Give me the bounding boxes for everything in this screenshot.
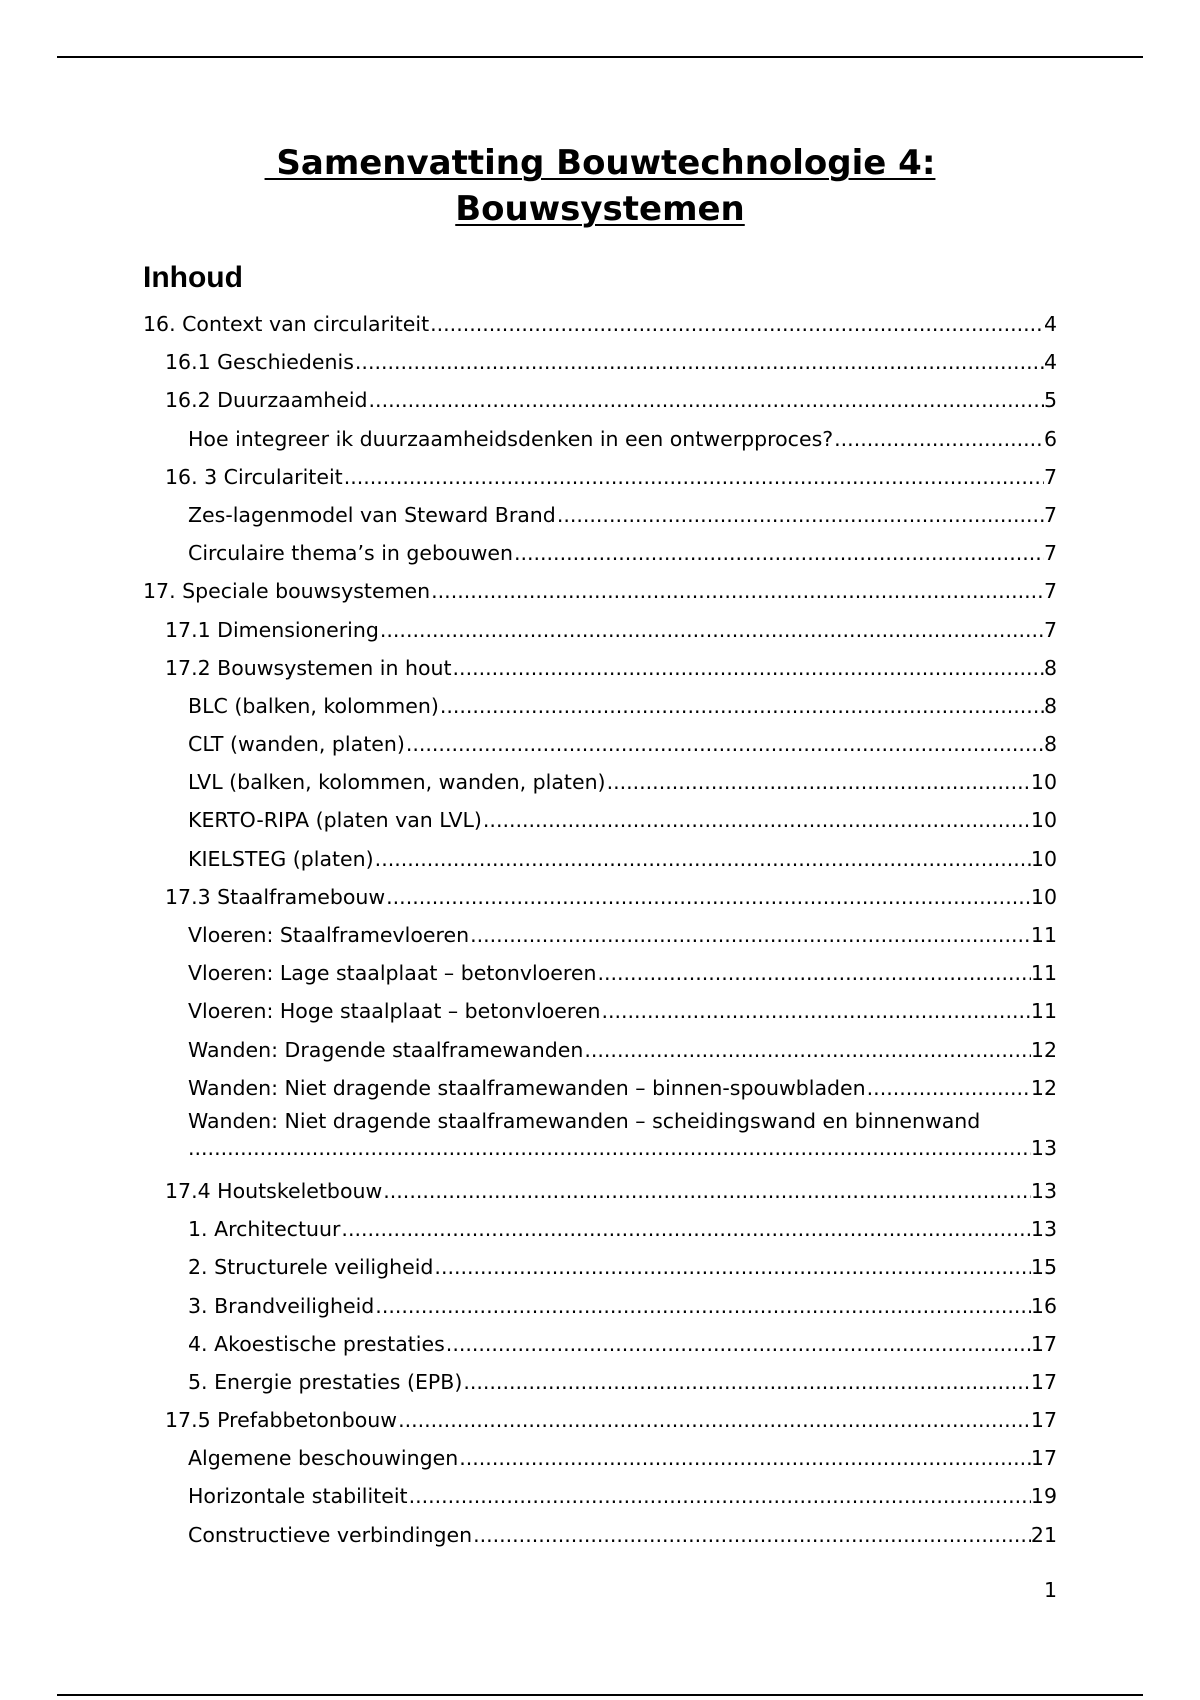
dot-leader	[369, 382, 1044, 418]
dot-leader	[867, 1070, 1031, 1106]
toc-entry-text: 17. Speciale bouwsystemen	[143, 579, 431, 604]
toc-entry-page: 10	[1030, 884, 1057, 909]
toc-entry-line	[188, 917, 1057, 953]
dot-leader	[434, 1249, 1030, 1285]
document-title-line-1: Samenvatting Bouwtechnologie 4:	[264, 143, 936, 183]
dot-leader	[459, 1440, 1031, 1476]
toc-entry[interactable]	[143, 612, 1057, 650]
toc-entry-text: 17.2 Bouwsystemen in hout	[165, 655, 452, 680]
toc-entry[interactable]	[143, 535, 1057, 573]
header-rule	[57, 56, 1143, 58]
toc-entry-page: 7	[1043, 617, 1057, 642]
toc-entry-line	[188, 688, 1057, 724]
toc-entry-line	[188, 993, 1057, 1029]
toc-heading: Inhoud	[143, 261, 243, 294]
toc-entry[interactable]	[143, 650, 1057, 688]
toc-entry-line	[188, 802, 1057, 838]
toc-entry-page: 13	[1030, 1217, 1057, 1242]
toc-entry-text: 16.1 Geschiedenis	[165, 350, 354, 375]
toc-entry-line	[165, 382, 1057, 418]
dot-leader	[188, 1135, 1031, 1162]
dot-leader	[470, 917, 1031, 953]
dot-leader	[446, 1326, 1031, 1362]
toc-entry-line	[143, 573, 1057, 609]
toc-entry-text: KIELSTEG (platen)	[188, 846, 374, 871]
toc-entry[interactable]	[143, 764, 1057, 802]
dot-leader	[601, 993, 1030, 1029]
toc-entry-text: Wanden: Niet dragende staalframewanden – scheidingswand en binnenwand	[188, 1108, 981, 1133]
toc-entry-page: 10	[1030, 770, 1057, 795]
dot-leader	[607, 764, 1031, 800]
document-title	[140, 140, 1060, 232]
toc-entry[interactable]	[143, 955, 1057, 993]
toc-entry-page: 21	[1030, 1522, 1057, 1547]
toc-entry-text: Zes-lagenmodel van Steward Brand	[188, 502, 556, 527]
toc-entry[interactable]	[143, 688, 1057, 726]
toc-entry[interactable]	[143, 1440, 1057, 1478]
footer-rule	[57, 1694, 1143, 1696]
toc-entry-text: Constructieve verbindingen	[188, 1522, 473, 1547]
toc-entry[interactable]	[143, 917, 1057, 955]
toc-entry-page: 13	[1030, 1178, 1057, 1203]
toc-entry-page: 8	[1043, 732, 1057, 757]
toc-entry[interactable]	[143, 1173, 1057, 1211]
toc-entry[interactable]	[143, 1402, 1057, 1440]
toc-entry-text: 17.4 Houtskeletbouw	[165, 1178, 383, 1203]
toc-entry-line	[188, 535, 1057, 571]
toc-entry-line	[188, 764, 1057, 800]
toc-entry-text: LVL (balken, kolommen, wanden, platen)	[188, 770, 606, 795]
toc-entry-line	[188, 1032, 1057, 1068]
toc-entry-line	[188, 1517, 1057, 1553]
toc-entry-page: 15	[1030, 1255, 1057, 1280]
toc-entry-text: CLT (wanden, platen)	[188, 732, 405, 757]
toc-entry-text: Vloeren: Staalframevloeren	[188, 923, 470, 947]
dot-leader	[557, 497, 1044, 533]
toc-entry-line	[188, 1440, 1057, 1476]
dot-leader	[430, 306, 1044, 342]
toc-entry-text: 2. Structurele veiligheid	[188, 1255, 434, 1280]
dot-leader	[375, 1288, 1031, 1324]
toc-entry-text: 4. Akoestische prestaties	[188, 1331, 445, 1356]
toc-entry-line	[165, 344, 1057, 380]
toc-entry-page: 11	[1030, 923, 1057, 947]
toc-entry-page: 17	[1030, 1369, 1057, 1394]
toc-entry-text: Vloeren: Lage staalplaat – betonvloeren	[188, 961, 597, 986]
toc-entry[interactable]	[143, 1070, 1057, 1108]
toc-entry-page: 10	[1030, 808, 1057, 833]
toc-entry[interactable]	[143, 1517, 1057, 1555]
dot-leader	[383, 1173, 1031, 1209]
toc-entry-line	[165, 879, 1057, 915]
toc-entry[interactable]	[143, 306, 1057, 344]
dot-leader	[375, 841, 1031, 877]
toc-entry-page: 7	[1043, 464, 1057, 489]
toc-entry-page: 8	[1043, 693, 1057, 718]
toc-entry-line	[188, 1135, 1057, 1162]
toc-entry-line	[188, 1070, 1057, 1106]
toc-entry-text: Algemene beschouwingen	[188, 1446, 459, 1471]
toc-entry-page: 4	[1043, 350, 1057, 375]
toc-entry-page: 12	[1030, 1075, 1057, 1100]
toc-entry-line	[188, 1326, 1057, 1362]
toc-entry-text: Wanden: Niet dragende staalframewanden – binnen-spouwbladen	[188, 1075, 866, 1100]
toc-entry-line	[165, 1173, 1057, 1209]
toc-entry-line	[188, 497, 1057, 533]
toc-entry-text: KERTO-RIPA (platen van LVL)	[188, 808, 482, 833]
toc-entry[interactable]	[143, 344, 1057, 382]
toc-entry-line	[165, 612, 1057, 648]
dot-leader	[463, 1364, 1031, 1400]
dot-leader	[409, 1478, 1031, 1514]
toc-entry-page: 16	[1030, 1293, 1057, 1318]
dot-leader	[380, 612, 1044, 648]
toc-entry-page: 11	[1030, 999, 1057, 1024]
toc-entry-page: 8	[1043, 655, 1057, 680]
toc-entry-line	[165, 459, 1057, 495]
toc-entry-line	[165, 1402, 1057, 1438]
toc-entry[interactable]	[143, 1478, 1057, 1516]
toc-entry[interactable]	[143, 497, 1057, 535]
toc-entry[interactable]	[143, 726, 1057, 764]
toc-entry-text: 17.1 Dimensionering	[165, 617, 379, 642]
toc-entry-line	[188, 1249, 1057, 1285]
toc-entry[interactable]	[143, 421, 1057, 459]
toc-entry-page: 17	[1030, 1408, 1057, 1433]
toc-entry-page: 12	[1030, 1037, 1057, 1062]
toc-entry-page: 13	[1030, 1135, 1057, 1160]
toc-entry[interactable]	[143, 459, 1057, 497]
toc-entry-line	[188, 421, 1057, 457]
toc-entry[interactable]	[143, 1364, 1057, 1402]
toc-entry-page: 4	[1043, 312, 1057, 336]
toc-entry-text: Horizontale stabiliteit	[188, 1484, 408, 1509]
dot-leader	[514, 535, 1044, 571]
toc-entry-text: 16. 3 Circulariteit	[165, 464, 343, 489]
toc-entry[interactable]	[143, 1249, 1057, 1287]
toc-entry-text: Wanden: Dragende staalframewanden	[188, 1037, 584, 1062]
dot-leader	[386, 879, 1031, 915]
dot-leader	[473, 1517, 1031, 1553]
toc-entry-text: 17.5 Prefabbetonbouw	[165, 1408, 398, 1433]
toc-entry-text: 5. Energie prestaties (EPB)	[188, 1369, 463, 1394]
toc-entry-page: 7	[1043, 579, 1057, 604]
dot-leader	[431, 573, 1044, 609]
toc-entry[interactable]	[143, 802, 1057, 840]
toc-entry-text: 16. Context van circulariteit	[143, 312, 430, 336]
dot-leader	[483, 802, 1031, 838]
document-title-line-2: Bouwsystemen	[455, 189, 745, 229]
toc-entry-line	[165, 650, 1057, 686]
dot-leader	[406, 726, 1044, 762]
dot-leader	[398, 1402, 1031, 1438]
dot-leader	[355, 344, 1044, 380]
toc-entry[interactable]	[143, 1108, 1057, 1173]
dot-leader	[453, 650, 1044, 686]
dot-leader	[584, 1032, 1031, 1068]
toc-entry[interactable]	[143, 841, 1057, 879]
toc-entry-text: 3. Brandveiligheid	[188, 1293, 375, 1318]
dot-leader	[834, 421, 1044, 457]
toc-entry-line	[188, 1364, 1057, 1400]
toc-entry[interactable]	[143, 993, 1057, 1031]
toc-entry-line	[188, 841, 1057, 877]
toc-entry-page: 17	[1030, 1331, 1057, 1356]
dot-leader	[597, 955, 1030, 991]
toc-entry-page: 11	[1030, 961, 1057, 986]
toc-entry-page: 5	[1043, 388, 1057, 413]
toc-entry-text: Hoe integreer ik duurzaamheidsdenken in een ontwerpproces?	[188, 426, 834, 451]
dot-leader	[440, 688, 1044, 724]
toc-entry-text: 17.3 Staalframebouw	[165, 884, 386, 909]
page-number: 1	[1043, 1578, 1057, 1602]
toc-entry-page: 6	[1043, 426, 1057, 451]
toc-entry[interactable]	[143, 573, 1057, 611]
table-of-contents	[143, 306, 1057, 1555]
toc-entry-page: 7	[1043, 502, 1057, 527]
toc-entry-page: 7	[1043, 541, 1057, 566]
toc-entry-line	[143, 306, 1057, 342]
toc-entry[interactable]	[143, 1211, 1057, 1249]
toc-entry-page: 17	[1030, 1446, 1057, 1471]
toc-entry-text: 1. Architectuur	[188, 1217, 341, 1242]
toc-entry[interactable]	[143, 1288, 1057, 1326]
toc-entry-text: 16.2 Duurzaamheid	[165, 388, 368, 413]
toc-entry-page: 10	[1030, 846, 1057, 871]
toc-entry[interactable]	[143, 1032, 1057, 1070]
toc-entry-line	[188, 1478, 1057, 1514]
toc-entry-page: 19	[1030, 1484, 1057, 1509]
toc-entry-text: BLC (balken, kolommen)	[188, 693, 439, 718]
dot-leader	[344, 459, 1044, 495]
toc-entry-line	[188, 1211, 1057, 1247]
toc-entry-line	[188, 955, 1057, 991]
toc-entry[interactable]	[143, 382, 1057, 420]
toc-entry-line	[188, 1288, 1057, 1324]
toc-entry-text: Vloeren: Hoge staalplaat – betonvloeren	[188, 999, 601, 1024]
toc-entry-text: Circulaire thema’s in gebouwen	[188, 541, 513, 566]
dot-leader	[341, 1211, 1030, 1247]
toc-entry-line	[188, 726, 1057, 762]
toc-entry[interactable]	[143, 1326, 1057, 1364]
toc-entry[interactable]	[143, 879, 1057, 917]
